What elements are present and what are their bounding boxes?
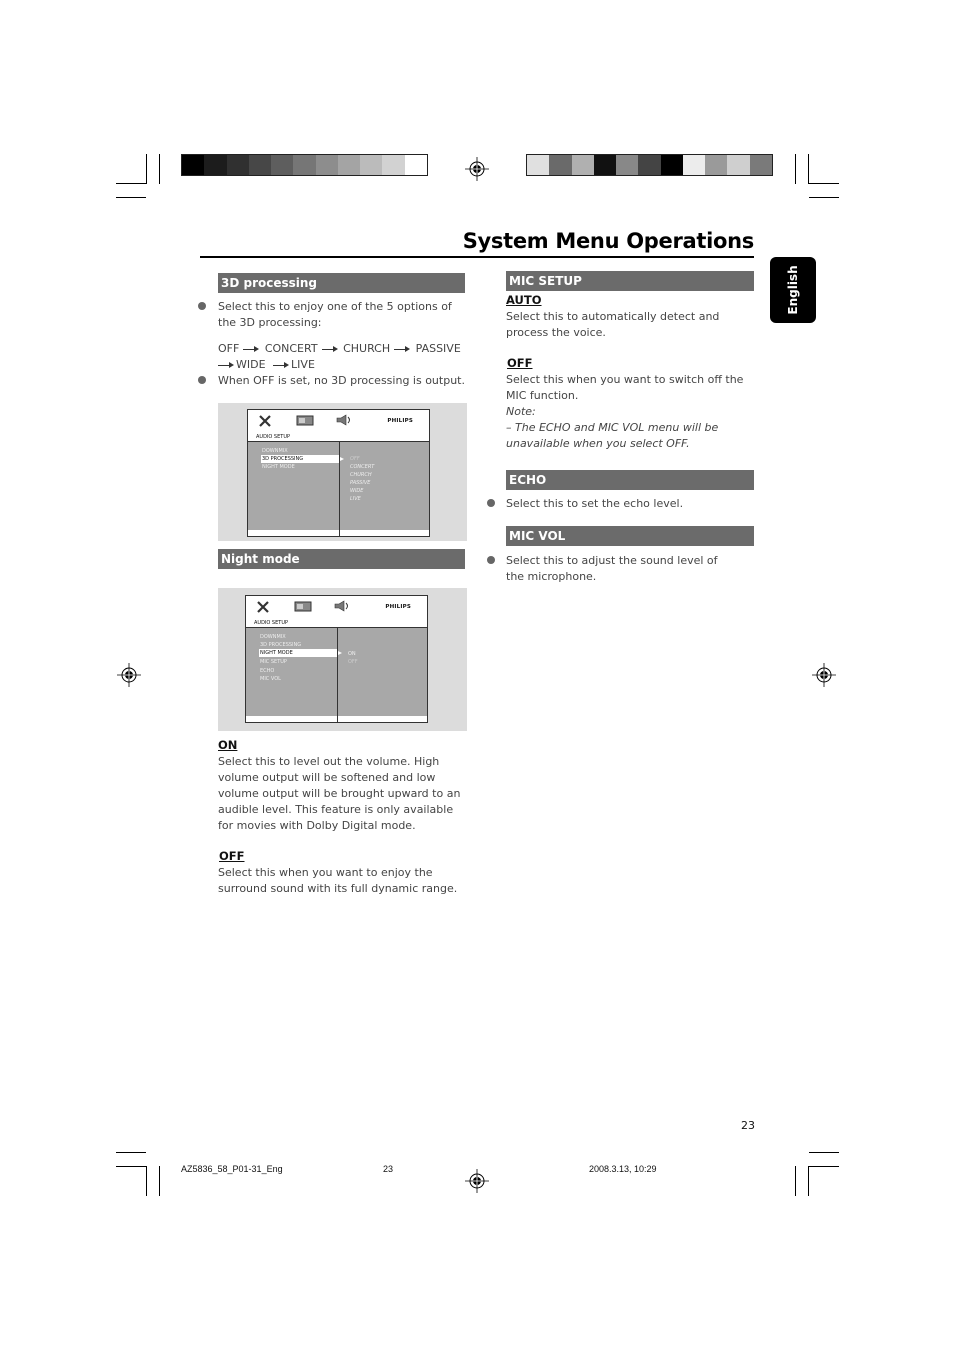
processing-bullet-1: Select this to enjoy one of the 5 options of the 3D processing: xyxy=(218,300,452,329)
tools-icon xyxy=(258,414,272,428)
section-heading-echo: ECHO xyxy=(506,470,754,490)
menu-item[interactable]: MIC VOL xyxy=(260,676,281,682)
arrow-right-icon xyxy=(273,365,287,366)
display-icon xyxy=(294,601,312,612)
menu-item[interactable]: 3D PROCESSING xyxy=(260,642,302,648)
footer-date: 2008.3.13, 10:29 xyxy=(589,1164,657,1174)
bullet-icon xyxy=(487,556,495,564)
footer-page: 23 xyxy=(383,1164,394,1174)
menu-option[interactable]: OFF xyxy=(348,659,358,665)
tools-icon xyxy=(256,600,270,614)
night-on-text: Select this to level out the volume. High volume output will be softened and low volume output will be brought upward to an audible level. This feature is only available for movies with Dolby Digital mode. xyxy=(218,755,461,832)
night-off-text: Select this when you want to enjoy the surround sound with its full dynamic range. xyxy=(218,866,458,895)
crop-mark xyxy=(116,183,146,184)
display-icon xyxy=(296,415,314,426)
menu-option[interactable]: PASSIVE xyxy=(350,480,371,486)
crop-mark xyxy=(116,197,146,198)
menu-item[interactable]: ECHO xyxy=(260,668,275,674)
section-heading-night-mode: Night mode xyxy=(218,549,465,569)
speaker-icon xyxy=(336,414,354,426)
crop-mark xyxy=(808,154,809,184)
menu-item[interactable]: NIGHT MODE xyxy=(262,464,295,470)
mic-vol-text: Select this to adjust the sound level of the microphone. xyxy=(506,554,718,583)
color-bar-left xyxy=(181,154,428,176)
crop-mark xyxy=(809,1152,839,1153)
audio-setup-label: AUDIO SETUP xyxy=(256,434,290,440)
menu-item[interactable]: MIC SETUP xyxy=(260,659,287,665)
crop-mark xyxy=(116,1152,146,1153)
crop-mark xyxy=(809,197,839,198)
audio-setup-screen-night xyxy=(245,595,428,723)
echo-text: Select this to set the echo level. xyxy=(506,497,684,510)
processing-bullet-2: When OFF is set, no 3D processing is output. xyxy=(218,374,465,387)
arrow-right-icon xyxy=(322,349,336,350)
registration-mark-icon xyxy=(465,157,489,181)
crop-mark xyxy=(795,1166,796,1196)
section-heading-3d-processing: 3D processing xyxy=(218,273,465,293)
page-number: 23 xyxy=(741,1119,755,1132)
brand-logo: PHILIPS xyxy=(387,418,413,424)
menu-option[interactable]: LIVE xyxy=(350,496,361,502)
night-on-heading: ON xyxy=(218,738,238,752)
bullet-icon xyxy=(198,302,206,310)
registration-mark-icon xyxy=(117,663,141,687)
audio-setup-label: AUDIO SETUP xyxy=(254,620,288,626)
page-title: System Menu Operations xyxy=(462,229,754,253)
night-off-heading: OFF xyxy=(219,849,245,863)
crop-mark xyxy=(795,154,796,184)
title-rule xyxy=(200,256,754,258)
mic-off-heading: OFF xyxy=(507,356,533,370)
crop-mark xyxy=(146,154,147,184)
menu-item-selected[interactable]: 3D PROCESSING xyxy=(261,455,339,463)
bullet-icon xyxy=(198,376,206,384)
menu-item-selected[interactable]: NIGHT MODE xyxy=(259,649,337,657)
registration-mark-icon xyxy=(465,1169,489,1193)
mic-auto-text: Select this to automatically detect and process the voice. xyxy=(506,310,720,339)
pointer-icon xyxy=(340,457,344,461)
arrow-right-icon xyxy=(243,349,257,350)
menu-option[interactable]: CHURCH xyxy=(350,472,372,478)
crop-mark xyxy=(159,154,160,184)
crop-mark xyxy=(146,1166,147,1196)
note-text: – The ECHO and MIC VOL menu will be unavailable when you select OFF. xyxy=(506,421,719,450)
menu-option[interactable]: OFF xyxy=(350,456,360,462)
crop-mark xyxy=(159,1166,160,1196)
menu-item[interactable]: DOWNMIX xyxy=(262,448,288,454)
footer-file: AZ5836_58_P01-31_Eng xyxy=(181,1164,283,1174)
section-heading-mic-setup: MIC SETUP xyxy=(506,271,754,291)
arrow-right-icon xyxy=(394,349,408,350)
crop-mark xyxy=(809,1166,839,1167)
section-heading-mic-vol: MIC VOL xyxy=(506,526,754,546)
menu-option[interactable]: ON xyxy=(348,651,356,657)
mic-auto-heading: AUTO xyxy=(506,293,542,307)
processing-sequence: OFF CONCERT CHURCH PASSIVE WIDE LIVE xyxy=(218,342,461,371)
bullet-icon xyxy=(487,499,495,507)
pointer-icon xyxy=(338,651,342,655)
audio-setup-screen-3d xyxy=(247,409,430,537)
crop-mark xyxy=(808,1166,809,1196)
menu-item[interactable]: DOWNMIX xyxy=(260,634,286,640)
crop-mark xyxy=(116,1166,146,1167)
language-tab: English xyxy=(770,257,816,323)
mic-off-text: Select this when you want to switch off the MIC function. xyxy=(506,373,744,402)
brand-logo: PHILIPS xyxy=(385,604,411,610)
menu-option[interactable]: WIDE xyxy=(350,488,364,494)
color-bar-right xyxy=(526,154,773,176)
arrow-right-icon xyxy=(218,365,232,366)
crop-mark xyxy=(809,183,839,184)
menu-option[interactable]: CONCERT xyxy=(350,464,375,470)
registration-mark-icon xyxy=(812,663,836,687)
speaker-icon xyxy=(334,600,352,612)
note-label: Note: xyxy=(506,405,536,418)
